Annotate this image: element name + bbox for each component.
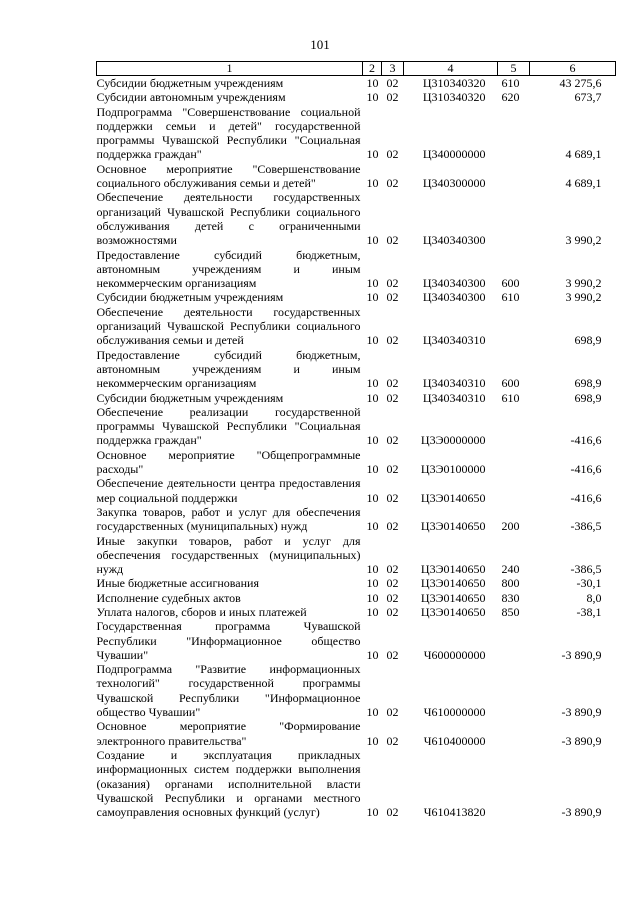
row-subsection: 02 [386, 233, 399, 248]
row-target-article: Ц3Э0140650 [420, 576, 486, 591]
row-name: Государственная программа Чувашской Республики "Информационное общество Чувашии" [96, 619, 361, 662]
row-amount: 4 689,1 [565, 147, 602, 162]
table-row [97, 662, 616, 719]
row-amount: -30,1 [576, 576, 602, 591]
row-name: Субсидии бюджетным учреждениям [96, 76, 284, 90]
row-amount: 8,0 [586, 590, 602, 605]
header-col-section: 2 [363, 62, 382, 76]
row-target-article: Ц3Э0140650 [420, 490, 486, 505]
row-target-article: Ч610000000 [423, 705, 486, 720]
row-amount: -3 890,9 [561, 705, 602, 720]
table-row [97, 605, 616, 619]
row-name: Уплата налогов, сборов и иных платежей [96, 604, 307, 619]
row-amount: -416,6 [570, 433, 602, 448]
table-row [97, 476, 616, 505]
table-row [97, 290, 616, 304]
table-row [97, 719, 616, 748]
header-col-expense-type: 5 [498, 62, 530, 76]
row-expense-type: 610 [501, 76, 520, 90]
row-expense-type [498, 448, 530, 477]
row-amount: -38,1 [576, 604, 602, 619]
row-name: Иные закупки товаров, работ и услуг для обеспечения государственных (муниципальных) нужд [96, 533, 361, 577]
row-section: 10 [366, 590, 379, 605]
row-amount: -3 890,9 [561, 733, 602, 748]
row-amount: 673,7 [574, 90, 602, 105]
row-name: Субсидии бюджетным учреждениям [96, 390, 284, 405]
row-subsection: 02 [386, 590, 399, 605]
row-target-article: Ц3Э0000000 [420, 433, 486, 448]
header-col-name: 1 [97, 62, 363, 76]
table-row [97, 591, 616, 605]
row-subsection: 02 [386, 462, 399, 477]
row-section: 10 [366, 76, 379, 90]
row-name: Предоставление субсидий бюджетным, автономным учреждениям и иным некоммерческим организациям [96, 347, 361, 391]
row-section: 10 [366, 233, 379, 248]
row-name: Основное мероприятие "Общепрограммные расходы" [96, 447, 361, 477]
row-name: Иные бюджетные ассигнования [96, 576, 259, 591]
row-amount: 698,9 [574, 376, 602, 391]
row-amount: 43 275,6 [559, 76, 602, 90]
row-target-article: Ч610413820 [423, 805, 486, 820]
row-subsection: 02 [386, 519, 399, 534]
header-col-target-article: 4 [404, 62, 498, 76]
row-name: Обеспечение деятельности государственных организаций Чувашской Республики социального обслуживания детей с ограниченными возможностями [96, 190, 361, 248]
row-expense-type [498, 105, 530, 162]
row-section: 10 [366, 333, 379, 348]
table-row [97, 305, 616, 348]
row-target-article: Ц3Э0140650 [420, 519, 486, 534]
row-expense-type: 830 [501, 590, 520, 605]
row-expense-type: 800 [501, 576, 520, 591]
table-row [97, 76, 616, 91]
row-section: 10 [366, 705, 379, 720]
row-expense-type: 610 [501, 390, 520, 405]
table-header [97, 62, 616, 76]
table-row [97, 348, 616, 391]
row-section: 10 [366, 647, 379, 662]
row-subsection: 02 [386, 805, 399, 820]
table-row [97, 248, 616, 291]
table-row [97, 505, 616, 534]
page-number: 101 [310, 37, 330, 52]
row-name: Подпрограмма "Совершенствование социальной поддержки семьи и детей" государственной программы Чувашской Республики "Социальная поддержка граждан" [96, 104, 361, 162]
row-subsection: 02 [386, 376, 399, 391]
row-target-article: Ч610400000 [423, 733, 486, 748]
budget-table [96, 61, 616, 819]
row-section: 10 [366, 90, 379, 105]
header-col-subsection: 3 [382, 62, 404, 76]
row-subsection: 02 [386, 333, 399, 348]
table-row [97, 448, 616, 477]
row-expense-type: 240 [501, 562, 520, 577]
row-section: 10 [366, 433, 379, 448]
row-expense-type [498, 162, 530, 191]
row-subsection: 02 [386, 733, 399, 748]
row-amount: -3 890,9 [561, 647, 602, 662]
row-subsection: 02 [386, 490, 399, 505]
row-target-article: Ц340340310 [422, 390, 486, 405]
table-row [97, 748, 616, 819]
row-target-article: Ц340340300 [422, 233, 486, 248]
row-target-article: Ц340300000 [422, 176, 486, 191]
table-row [97, 90, 616, 104]
table-row [97, 576, 616, 590]
row-amount: 698,9 [574, 333, 602, 348]
table-body [97, 76, 616, 820]
row-amount: 4 689,1 [565, 176, 602, 191]
row-subsection: 02 [386, 90, 399, 105]
row-amount: -416,6 [570, 490, 602, 505]
row-section: 10 [366, 462, 379, 477]
row-subsection: 02 [386, 433, 399, 448]
row-subsection: 02 [386, 604, 399, 619]
row-name: Субсидии бюджетным учреждениям [96, 290, 284, 305]
table-row [97, 105, 616, 162]
row-name: Исполнение судебных актов [96, 590, 241, 605]
row-expense-type: 610 [501, 290, 520, 305]
row-name: Предоставление субсидий бюджетным, автономным учреждениям и иным некоммерческим организациям [96, 247, 361, 291]
row-expense-type [498, 476, 530, 505]
row-expense-type [498, 748, 530, 819]
row-section: 10 [366, 519, 379, 534]
row-expense-type: 200 [501, 519, 520, 534]
row-amount: -3 890,9 [561, 805, 602, 820]
table-row [97, 162, 616, 191]
row-subsection: 02 [386, 147, 399, 162]
table-row [97, 391, 616, 405]
row-name: Создание и эксплуатация прикладных информационных систем поддержки выполнения (оказания) органами исполнительной власти Чувашской Республики и органами местного самоуправления основных функций (услуг) [96, 747, 361, 820]
row-section: 10 [366, 290, 379, 305]
row-subsection: 02 [386, 576, 399, 591]
row-target-article: Ц340340300 [422, 290, 486, 305]
row-section: 10 [366, 490, 379, 505]
row-section: 10 [366, 376, 379, 391]
row-name: Обеспечение реализации государственной программы Чувашской Республики "Социальная поддержка граждан" [96, 404, 361, 448]
row-section: 10 [366, 562, 379, 577]
row-section: 10 [366, 390, 379, 405]
row-target-article: Ц340340310 [422, 376, 486, 391]
row-target-article: Ц340000000 [422, 147, 486, 162]
row-subsection: 02 [386, 647, 399, 662]
row-expense-type [498, 619, 530, 662]
row-expense-type [498, 190, 530, 247]
row-expense-type [498, 719, 530, 748]
row-name: Закупка товаров, работ и услуг для обеспечения государственных (муниципальных) нужд [96, 504, 361, 534]
row-target-article: Ц310340320 [422, 76, 486, 90]
row-subsection: 02 [386, 390, 399, 405]
row-subsection: 02 [386, 176, 399, 191]
row-target-article: Ц340340300 [422, 276, 486, 291]
row-expense-type [498, 405, 530, 448]
row-expense-type: 600 [501, 376, 520, 391]
table-row [97, 405, 616, 448]
row-section: 10 [366, 604, 379, 619]
row-amount: -416,6 [570, 462, 602, 477]
row-section: 10 [366, 147, 379, 162]
row-subsection: 02 [386, 76, 399, 90]
row-subsection: 02 [386, 562, 399, 577]
header-col-amount: 6 [530, 62, 616, 76]
row-subsection: 02 [386, 290, 399, 305]
row-expense-type [498, 305, 530, 348]
row-name: Обеспечение деятельности центра предоставления мер социальной поддержки [96, 476, 361, 505]
row-expense-type: 620 [501, 90, 520, 105]
row-target-article: Ч600000000 [423, 647, 486, 662]
row-name: Подпрограмма "Развитие информационных технологий" государственной программы Чувашской Республики "Информационное общество Чувашии" [96, 662, 361, 720]
row-amount: -386,5 [570, 519, 602, 534]
row-target-article: Ц3Э0140650 [420, 590, 486, 605]
row-amount: 3 990,2 [565, 276, 602, 291]
row-amount: 3 990,2 [565, 290, 602, 305]
row-amount: 3 990,2 [565, 233, 602, 248]
row-name: Обеспечение деятельности государственных организаций Чувашской Республики социального обслуживания семьи и детей [96, 304, 361, 348]
row-target-article: Ц310340320 [422, 90, 486, 105]
row-section: 10 [366, 733, 379, 748]
row-expense-type: 600 [501, 276, 520, 291]
row-name: Основное мероприятие "Формирование электронного правительства" [96, 719, 361, 748]
row-section: 10 [366, 805, 379, 820]
table-row [97, 190, 616, 247]
row-section: 10 [366, 276, 379, 291]
header-row [97, 62, 616, 76]
row-target-article: Ц3Э0100000 [420, 462, 486, 477]
row-name: Основное мероприятие "Совершенствование социального обслуживания семьи и детей" [96, 161, 361, 191]
row-expense-type [498, 662, 530, 719]
row-name: Субсидии автономным учреждениям [96, 90, 286, 105]
table-row [97, 534, 616, 577]
table-row [97, 619, 616, 662]
row-amount: 698,9 [574, 390, 602, 405]
row-subsection: 02 [386, 705, 399, 720]
row-section: 10 [366, 176, 379, 191]
row-section: 10 [366, 576, 379, 591]
row-target-article: Ц340340310 [422, 333, 486, 348]
row-target-article: Ц3Э0140650 [420, 562, 486, 577]
row-amount: -386,5 [570, 562, 602, 577]
row-target-article: Ц3Э0140650 [420, 604, 486, 619]
row-subsection: 02 [386, 276, 399, 291]
row-expense-type: 850 [501, 604, 520, 619]
